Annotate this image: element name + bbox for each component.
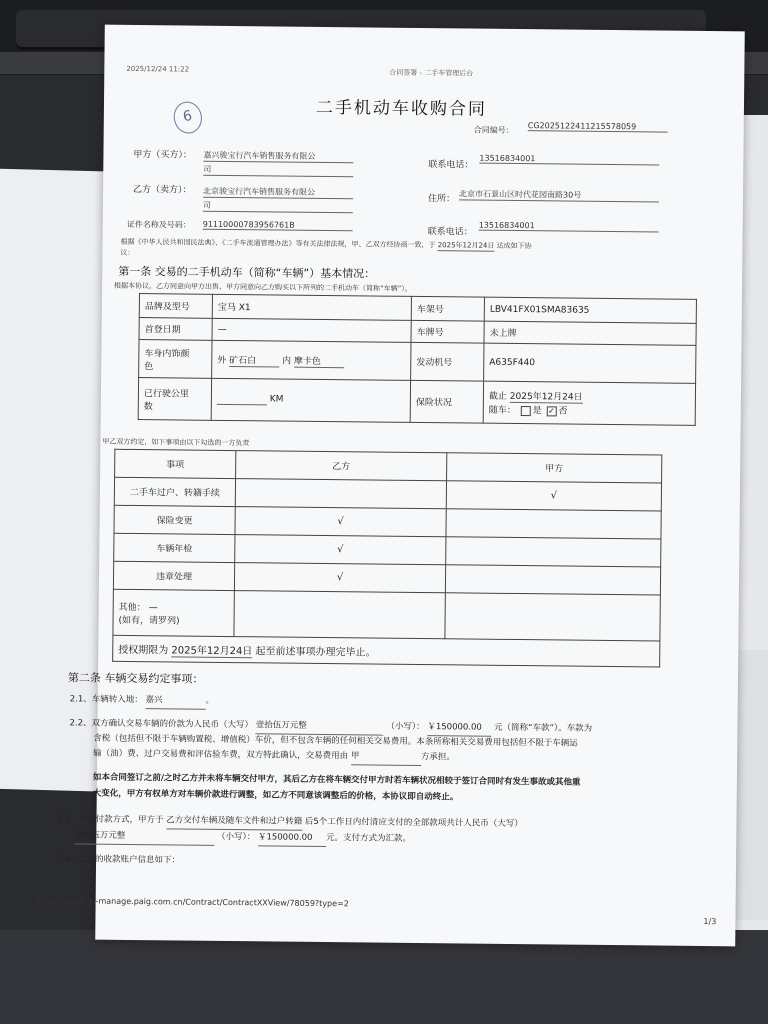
article2-2-line2: 含税（包括但不限于车辆购置税、增值税）车价，但不包含车辆的任何相关交易费用。本条所称相关交易费用包括但不限于车辆运 xyxy=(93,733,578,749)
preamble-text xyxy=(120,237,531,252)
color-label-line2: 色 xyxy=(144,361,154,372)
mileage-value xyxy=(211,378,410,422)
brand-value: 宝马 X1 xyxy=(212,294,411,320)
with-car-yes-checkbox[interactable] xyxy=(521,406,531,416)
fee-text-end: 方承担。 xyxy=(420,752,455,763)
with-car-yes-label: 是 xyxy=(532,406,542,417)
payment-amount: ￥150000.00 xyxy=(258,830,326,847)
vehicle-row-mileage xyxy=(138,378,695,426)
deadline-label: 授权期限为 xyxy=(118,644,169,656)
transfer-place: 嘉兴 xyxy=(145,693,205,710)
with-car-no-label: 否 xyxy=(558,406,568,417)
engine-value: A635F440 xyxy=(484,343,696,383)
buyer-phone: 13516834001 xyxy=(479,154,659,166)
duty-jia-check[interactable]: √ xyxy=(446,481,661,511)
brand-label: 品牌及型号 xyxy=(139,294,212,319)
payment-text: 后5个工作日内付清应支付的全部款项共计人民币（大写） xyxy=(304,816,523,830)
seller-label: 乙方（卖方）： xyxy=(133,184,192,196)
footer-url[interactable]: https://usedcar-manage.paig.com.cn/Contract/ContractXXView/78059?type=2 xyxy=(35,895,349,909)
vin-value: LBV41FX01SMA83635 xyxy=(484,297,696,323)
id-number: 91110000783956761B xyxy=(203,220,353,232)
duties-col-item: 事项 xyxy=(115,449,236,478)
with-car-label: 随车： xyxy=(488,405,516,416)
duty-other-jia[interactable] xyxy=(445,593,660,641)
plate-value: 未上牌 xyxy=(484,321,696,345)
transfer-place-label: 2.1、车辆转入地： xyxy=(69,694,143,706)
preamble-text-end: 议： xyxy=(120,248,135,257)
duty-yi-check[interactable] xyxy=(235,479,446,509)
seller-name-line1: 北京骏宝行汽车销售服务有限公 xyxy=(203,186,353,200)
seller-address-label: 住所： xyxy=(427,194,456,205)
duties-other-row xyxy=(113,589,660,641)
id-label: 证件名称及号码： xyxy=(126,219,191,230)
contract-title: 二手机动车收购合同 xyxy=(315,97,488,120)
duty-other-hint: (如有，请罗列) xyxy=(118,615,180,626)
with-car-no-checkbox[interactable]: ✓ xyxy=(548,405,555,415)
payment-condition: 乙方交付车辆及随车文件和过户转籍 xyxy=(166,813,302,830)
article2-2-bold1: 如本合同签订之前/之时乙方并未将车辆交付甲方，其后乙方在将车辆交付甲方时若车辆状况相较于签订合同时有发生事故或其他重 xyxy=(92,772,581,788)
preamble-part1: 根据《中华人民共和国民法典》、《二手车流通管理办法》等有关法律法规，甲、乙双方经协商一致，于 xyxy=(120,237,436,250)
article2-3-line2 xyxy=(74,828,411,848)
deadline-suffix: 起至前述事项办理完毕止。 xyxy=(255,645,376,659)
duty-other xyxy=(113,589,234,636)
duty-jia-check[interactable] xyxy=(446,537,661,567)
engine-label: 发动机号 xyxy=(411,342,484,381)
duty-item: 保险变更 xyxy=(114,505,235,534)
vehicle-row-color xyxy=(139,340,696,384)
article2-2-bold2: 大变化，甲方有权单方对车辆价款进行调整，如乙方不同意该调整后的价格，本协议即自动终止。 xyxy=(92,788,459,803)
exterior-prefix: 外 xyxy=(217,355,227,366)
contract-no: CG2025122411215578059 xyxy=(528,121,668,132)
insurance-prefix: 截止 xyxy=(488,391,508,402)
duties-table xyxy=(112,449,662,668)
fee-payer: 甲 xyxy=(351,749,421,766)
payment-end: 元。支付方式为汇款。 xyxy=(325,833,412,844)
color-label-line1: 车身内饰颜 xyxy=(144,348,190,360)
duty-yi-check[interactable]: √ xyxy=(235,507,446,537)
preamble-part2: 达成如下协 xyxy=(496,241,532,251)
duty-item: 二手车过户、转籍手续 xyxy=(114,477,235,506)
duty-other-yi[interactable] xyxy=(234,591,445,639)
insurance-value xyxy=(483,381,695,425)
duty-item: 车辆年检 xyxy=(114,533,235,562)
interior-color: 摩卡色 xyxy=(294,353,344,368)
payment-uppercase: 壹拾伍万元整 xyxy=(74,828,214,845)
page-number: 1/3 xyxy=(703,916,717,927)
exterior-color: 矿石白 xyxy=(229,352,279,367)
price-unit: 元（简称“车款”）。车款为 xyxy=(494,722,593,734)
vehicle-info-table xyxy=(138,293,697,426)
buyer-phone-label: 联系电话： xyxy=(428,160,474,171)
color-label xyxy=(139,340,212,379)
duties-deadline-row xyxy=(113,635,660,667)
seller-phone-label: 联系电话： xyxy=(427,227,473,238)
duties-intro: 甲乙双方约定，如下事项由以下勾选的一方负责 xyxy=(102,437,250,448)
deadline-cell xyxy=(113,635,660,667)
buyer-name-line2: 司 xyxy=(203,164,353,178)
article2-1 xyxy=(70,692,214,710)
price-small-label: （小写）： xyxy=(386,721,425,733)
color-value xyxy=(212,340,411,380)
duty-jia-check[interactable] xyxy=(446,509,661,539)
price-uppercase: 壹拾伍万元整 xyxy=(256,718,384,735)
buyer-label: 甲方（买方）： xyxy=(133,149,193,161)
first-reg-label: 首登日期 xyxy=(139,318,212,341)
contract-page xyxy=(35,25,745,947)
insurance-label: 保险状况 xyxy=(410,380,483,423)
seller-address: 北京市石景山区时代花园南路30号 xyxy=(459,188,659,202)
buyer-name-line1: 嘉兴骏宝行汽车销售服务有限公 xyxy=(203,150,353,164)
article1-heading: 第一条 交易的二手机动车（简称“车辆”）基本情况： xyxy=(118,264,376,281)
article2-4: 2.4、乙方的收款账户信息如下： xyxy=(56,854,181,866)
handwritten-mark: 6 xyxy=(171,99,205,136)
duties-col-jia: 甲方 xyxy=(447,453,662,483)
duty-yi-check[interactable]: √ xyxy=(235,535,446,565)
vin-label: 车架号 xyxy=(411,296,484,321)
interior-prefix: 内 xyxy=(282,356,292,367)
price-amount: ￥150000.00 xyxy=(427,720,491,737)
insurance-date: 2025年12月24日 xyxy=(510,389,583,404)
duty-other-label: 其他： xyxy=(118,602,146,613)
payment-label: 2.3、对于付款方式，甲方于 xyxy=(56,814,164,826)
article1-intro: 根据本协议，乙方同意向甲方出售、甲方同意向乙方购买以下所列的二手机动车（简称“车辆”）。 xyxy=(114,281,412,293)
first-reg-value: — xyxy=(212,318,411,342)
preamble-date: 2025年12月24日 xyxy=(437,241,495,250)
mileage-blank xyxy=(217,394,267,406)
price-label: 2.2、双方确认交易车辆的价款为人民币（大写） xyxy=(69,718,254,731)
system-title: 合同签署 - 二手车管理后台 xyxy=(389,68,474,78)
duty-other-value: — xyxy=(148,602,158,613)
duty-jia-check[interactable] xyxy=(445,565,660,595)
mileage-label-line1: 已行驶公里 xyxy=(143,388,190,400)
mileage-label-line2: 数 xyxy=(143,401,153,412)
article2-heading: 第二条 车辆交易约定事项： xyxy=(67,671,204,686)
duty-item: 违章处理 xyxy=(113,561,234,590)
seller-phone: 13516834001 xyxy=(479,221,659,233)
print-date: 2025/12/24 11:22 xyxy=(126,64,190,74)
contract-no-label: 合同编号： xyxy=(473,125,514,135)
duty-yi-check[interactable]: √ xyxy=(234,563,445,593)
article2-2-line3 xyxy=(93,747,455,767)
transfer-place-end: 。 xyxy=(205,695,215,706)
seller-name-line2: 司 xyxy=(203,200,353,214)
mileage-unit: KM xyxy=(269,394,284,405)
plate-label: 车牌号 xyxy=(411,320,484,343)
duties-col-yi: 乙方 xyxy=(236,451,447,481)
deadline-date: 2025年12月24日 xyxy=(171,641,252,658)
fee-text: 输（油）费、过户交易费和评估验车费，双方特此确认，交易费用由 xyxy=(93,748,349,762)
mileage-label xyxy=(138,378,211,421)
payment-small-label: （小写）： xyxy=(216,831,256,843)
